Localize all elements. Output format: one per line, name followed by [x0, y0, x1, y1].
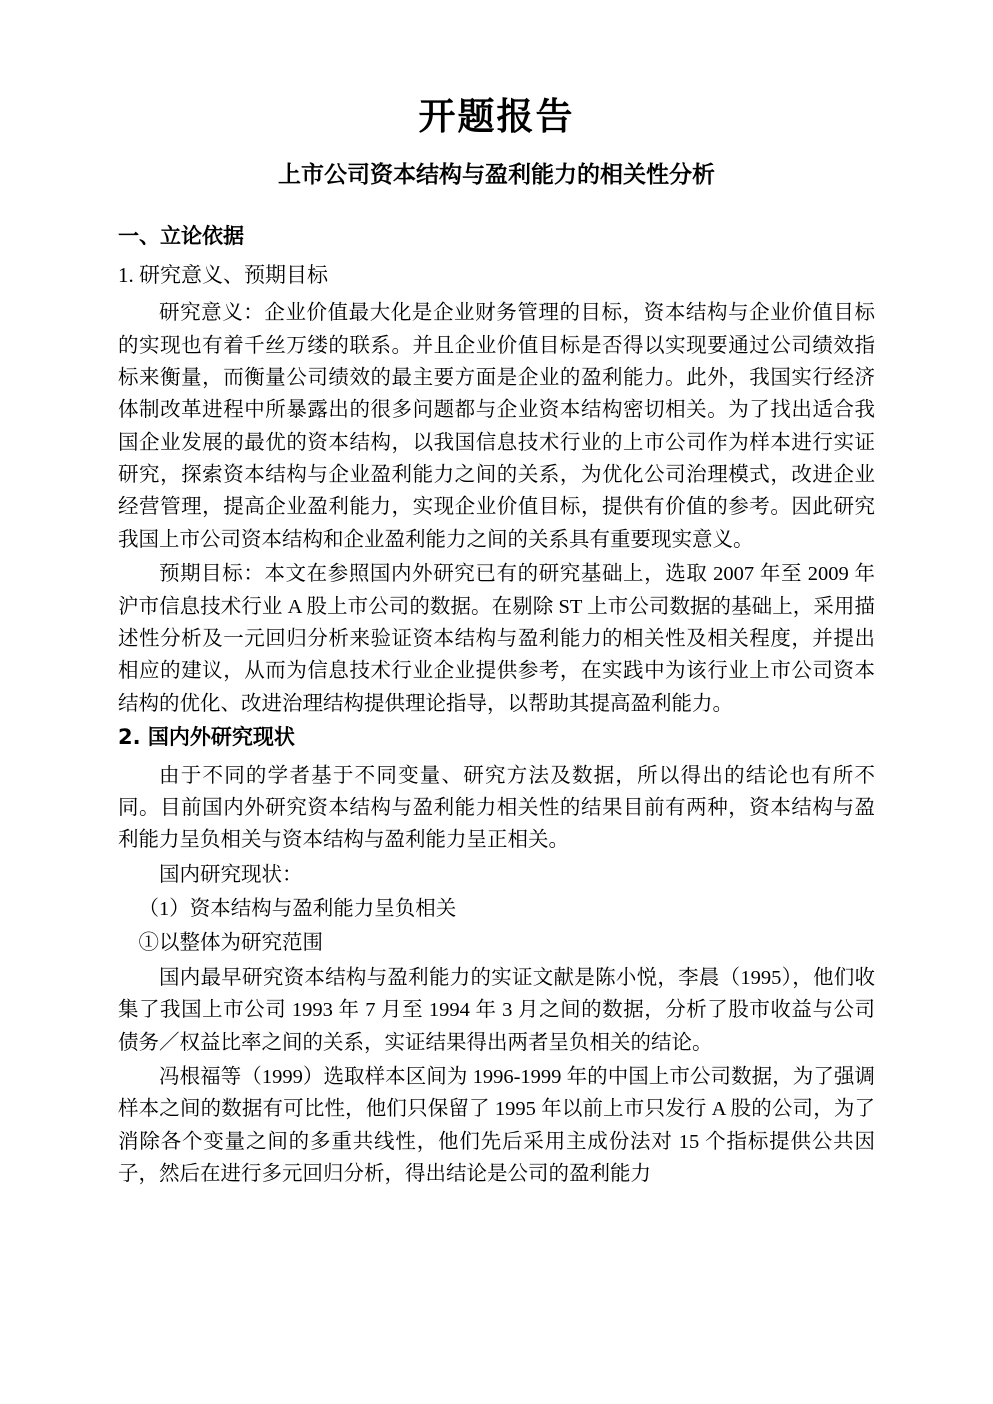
paragraph-point-1: （1）资本结构与盈利能力呈负相关 — [138, 898, 457, 921]
subsection-heading-1: 1. 研究意义、预期目标 — [118, 262, 328, 287]
page-title: 开题报告 — [418, 95, 575, 138]
paragraph-chen-xiaoyue: 国内最早研究资本结构与盈利能力的实证文献是陈小悦，李晨（1995），他们收集了我国上市公司 1993 年 7 月至 1994 年 3 月之间的数据，分析了股市收益与公司债务／权益比率之间的关系，实证结果得出两者呈负相关的结论。 — [118, 966, 875, 1054]
subsection-heading-2: 2. 国内外研究现状 — [118, 725, 295, 750]
paragraph-domestic-status-label: 国内研究现状： — [159, 863, 303, 886]
paragraph-research-significance: 研究意义：企业价值最大化是企业财务管理的目标，资本结构与企业价值目标的实现也有着千丝万缕的联系。并且企业价值目标是否得以实现要通过公司绩效指标来衡量，而衡量公司绩效的最主要方面是企业的盈利能力。此外，我国实行经济体制改革进程中所暴露出的很多问题都与企业资本结构密切相关。为了找出适合我国企业发展的最优的资本结构，以我国信息技术行业的上市公司作为样本进行实证研究，探索资本结构与企业盈利能力之间的关系，为优化公司治理模式，改进企业经营管理，提高企业盈利能力，实现企业价值目标，提供有价值的参考。因此研究我国上市公司资本结构和企业盈利能力之间的关系具有重要现实意义。 — [118, 302, 875, 551]
paragraph-expected-goals: 预期目标：本文在参照国内外研究已有的研究基础上，选取 2007 年至 2009 年沪市信息技术行业 A 股上市公司的数据。在剔除 ST 上市公司数据的基础上，采用描述性分析及一元回归分析来验证资本结构与盈利能力的相关性及相关程度，并提出相应的建议，从而为信息技术行业企业提供参考，在实践中为该行业上市公司资本结构的优化、改进治理结构提供理论指导，以帮助其提高盈利能力。 — [118, 563, 875, 715]
paragraph-feng-genfu: 冯根福等（1999）选取样本区间为 1996-1999 年的中国上市公司数据，为了强调样本之间的数据有可比性，他们只保留了 1995 年以前上市只发行 A 股的公司，为了消除各个变量之间的多重共线性，他们先后采用主成份法对 15 个指标提供公共因子，然后在进行多元回归分析，得出结论是公司的盈利能力 — [118, 1065, 875, 1186]
paragraph-research-status-intro: 由于不同的学者基于不同变量、研究方法及数据，所以得出的结论也有所不同。目前国内外研究资本结构与盈利能力相关性的结果目前有两种，资本结构与盈利能力呈负相关与资本结构与盈利能力呈正相关。 — [118, 764, 875, 852]
page-subtitle: 上市公司资本结构与盈利能力的相关性分析 — [278, 162, 715, 189]
section-heading-1: 一、立论依据 — [118, 224, 244, 249]
paragraph-point-1-sub-a: ①以整体为研究范围 — [138, 932, 323, 955]
